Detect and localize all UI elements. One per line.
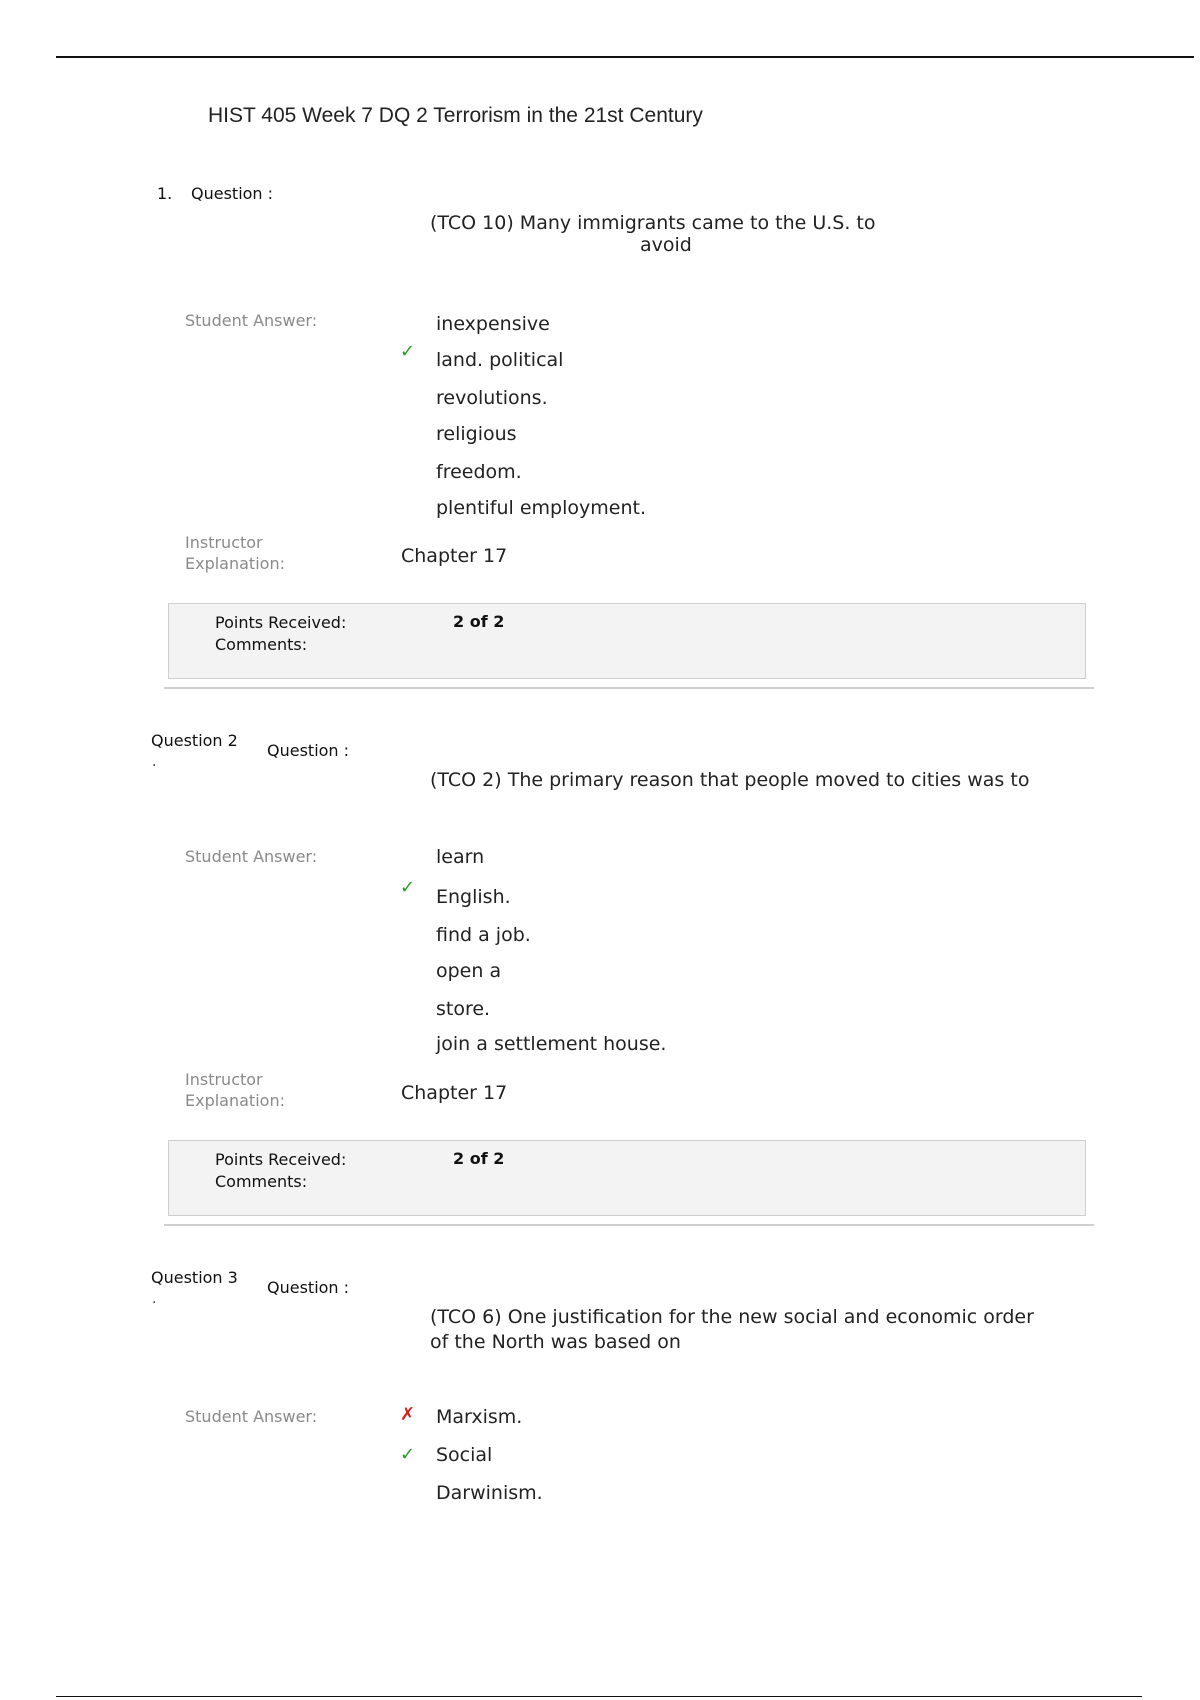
points-value: 2 of 2 (453, 612, 505, 631)
instructor-label-line2: Explanation: (185, 1091, 285, 1110)
page-top-rule (56, 56, 1194, 58)
answer-option: learn (436, 846, 485, 868)
question-3-dot: . (152, 1291, 157, 1307)
question-3-label: Question : (267, 1278, 350, 1297)
answer-option: religious (436, 423, 517, 445)
question-separator (164, 1224, 1094, 1226)
question-3-text-line2: of the North was based on (430, 1331, 681, 1353)
answer-option: freedom. (436, 461, 522, 483)
answer-option: English. (436, 886, 511, 908)
question-1-explanation: Chapter 17 (401, 545, 508, 567)
correct-check-icon: ✓ (400, 341, 416, 362)
correct-check-icon: ✓ (400, 1444, 416, 1465)
question-2-label: Question : (267, 741, 350, 760)
question-1-points-box (168, 603, 1086, 679)
question-3-number: Question 3 (151, 1268, 238, 1287)
answer-option: land. political (436, 349, 564, 371)
comments-label: Comments: (215, 1172, 308, 1191)
incorrect-cross-icon: ✗ (400, 1404, 416, 1425)
points-labels (215, 1149, 346, 1193)
document-title: HIST 405 Week 7 DQ 2 Terrorism in the 21st Century (208, 104, 703, 127)
answer-option: revolutions. (436, 387, 548, 409)
answer-option: join a settlement house. (436, 1033, 667, 1055)
question-2-explanation: Chapter 17 (401, 1082, 508, 1104)
page-bottom-rule (56, 1696, 1142, 1697)
question-2-instructor-label (185, 1069, 285, 1111)
question-2-dot: . (152, 754, 157, 770)
question-1-label: Question : (191, 184, 274, 203)
question-1-number: 1. (157, 184, 173, 203)
question-3-student-answer-label: Student Answer: (185, 1407, 318, 1426)
answer-option: inexpensive (436, 313, 550, 335)
question-1-instructor-label (185, 532, 285, 574)
instructor-label-line1: Instructor (185, 1070, 263, 1089)
points-value: 2 of 2 (453, 1149, 505, 1168)
instructor-label-line1: Instructor (185, 533, 263, 552)
answer-option: Marxism. (436, 1406, 523, 1428)
comments-label: Comments: (215, 635, 308, 654)
question-2-student-answer-label: Student Answer: (185, 847, 318, 866)
question-separator (164, 687, 1094, 689)
question-2-text: (TCO 2) The primary reason that people moved to cities was to (430, 769, 1030, 791)
instructor-label-line2: Explanation: (185, 554, 285, 573)
question-3-text-line1: (TCO 6) One justification for the new social and economic order (430, 1306, 1034, 1328)
points-received-label: Points Received: (215, 613, 347, 632)
answer-option: plentiful employment. (436, 497, 646, 519)
answer-option: find a job. (436, 924, 531, 946)
correct-check-icon: ✓ (400, 877, 416, 898)
points-received-label: Points Received: (215, 1150, 347, 1169)
question-1-text-line1: (TCO 10) Many immigrants came to the U.S. to (430, 212, 876, 234)
answer-option: open a (436, 960, 502, 982)
question-1-student-answer-label: Student Answer: (185, 311, 318, 330)
question-1-text-line2: avoid (640, 234, 692, 256)
points-labels (215, 612, 346, 656)
answer-option: Darwinism. (436, 1482, 543, 1504)
question-2-points-box (168, 1140, 1086, 1216)
question-2-number: Question 2 (151, 731, 238, 750)
answer-option: Social (436, 1444, 493, 1466)
answer-option: store. (436, 998, 491, 1020)
